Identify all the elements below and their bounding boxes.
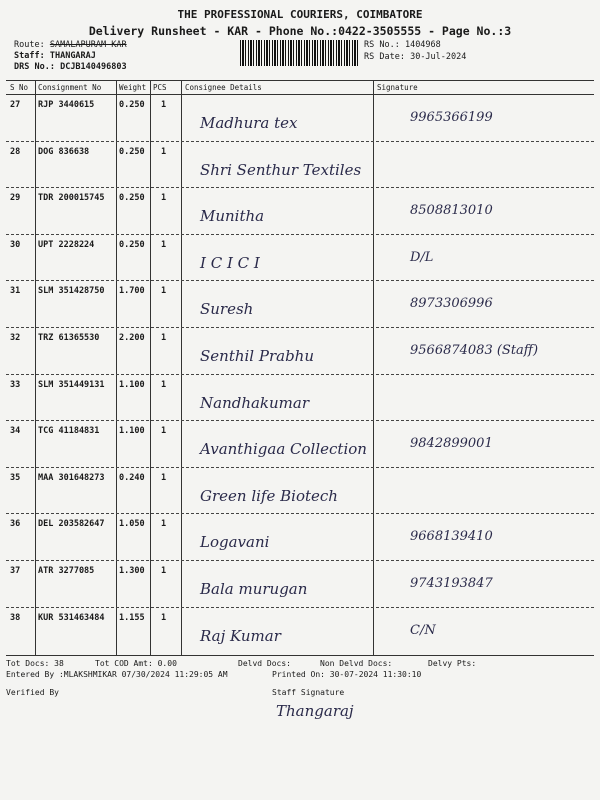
- row-consignee-handwritten: I C I C I: [200, 253, 260, 272]
- row-consignment-no: DEL 203582647: [38, 519, 105, 530]
- col-header-weight: Weight: [119, 83, 147, 92]
- row-sno: 34: [10, 426, 21, 437]
- row-consignment-no: TRZ 61365530: [38, 333, 100, 343]
- row-sno: 28: [10, 146, 21, 157]
- rs-no-value: 1404968: [404, 40, 441, 50]
- rs-no-line: RS No.: 1404968: [364, 40, 441, 50]
- row-consignee-handwritten: Avanthigaa Collection: [200, 440, 367, 459]
- total-docs: Tot Docs: 38: [6, 659, 64, 668]
- row-weight: 2.200: [119, 333, 145, 343]
- table-bottom-border: [6, 655, 594, 656]
- staff-value: THANGARAJ: [49, 51, 96, 61]
- drs-line: DRS No.: DCJB140496803: [14, 62, 127, 72]
- total-cod: Tot COD Amt: 0.00: [95, 659, 177, 668]
- col-header-signature: Signature: [377, 83, 418, 92]
- drs-value: DCJB140496803: [60, 62, 127, 72]
- row-consignment-no: DOG 836638: [38, 146, 90, 157]
- row-separator: [6, 513, 594, 514]
- rs-date-line: RS Date: 30-Jul-2024: [364, 52, 467, 62]
- delivery-points: Delvy Pts:: [428, 659, 477, 668]
- row-weight: 0.250: [119, 146, 145, 157]
- table-header-border: [6, 94, 594, 95]
- row-weight: 1.100: [119, 379, 145, 390]
- row-weight: 1.155: [119, 612, 145, 623]
- col-header-consignee: Consignee Details: [185, 83, 262, 92]
- row-sno: 31: [10, 286, 21, 297]
- row-consignee-handwritten: Shri Senthur Textiles: [200, 160, 362, 179]
- company-name: THE PROFESSIONAL COURIERS, COIMBATORE: [177, 8, 423, 21]
- row-signature-handwritten: 9743193847: [410, 576, 493, 591]
- row-weight: 0.250: [119, 100, 145, 110]
- route-line: Route: SAMALAPURAM KAR: [14, 40, 127, 50]
- row-separator: [6, 374, 594, 375]
- row-sno: 32: [10, 333, 21, 343]
- row-pcs: 1: [161, 612, 167, 623]
- row-consignment-no: TCG 41184831: [38, 426, 100, 437]
- row-pcs: 1: [161, 193, 167, 204]
- row-consignment-no: KUR 531463484: [38, 612, 105, 623]
- row-pcs: 1: [161, 333, 167, 343]
- row-sno: 27: [10, 100, 21, 110]
- row-consignee-handwritten: Logavani: [200, 533, 270, 552]
- col-header-sno: S No: [10, 83, 29, 92]
- row-separator: [6, 560, 594, 561]
- row-pcs: 1: [161, 379, 167, 390]
- col-header-pcs: PCS: [153, 83, 167, 92]
- row-consignee-handwritten: Green life Biotech: [200, 486, 338, 505]
- row-pcs: 1: [161, 100, 167, 110]
- staff-signature-label: Staff Signature: [272, 688, 345, 697]
- col-header-consignment: Consignment No: [38, 83, 102, 92]
- row-weight: 0.240: [119, 472, 145, 483]
- column-divider: [373, 80, 374, 655]
- row-weight: 0.250: [119, 239, 145, 250]
- row-sno: 37: [10, 566, 21, 576]
- row-separator: [6, 234, 594, 235]
- runsheet-title: Delivery Runsheet - KAR - Phone No.:0422-3505555 - Page No.:3: [88, 24, 512, 38]
- row-sno: 30: [10, 239, 21, 250]
- row-separator: [6, 141, 594, 142]
- row-signature-handwritten: 8973306996: [410, 296, 493, 312]
- row-sno: 33: [10, 379, 21, 390]
- entered-by: Entered By :MLAKSHMIKAR 07/30/2024 11:29:05 AM: [6, 670, 228, 679]
- row-consignment-no: UPT 2228224: [38, 239, 95, 250]
- delivered-docs: Delvd Docs:: [238, 659, 291, 668]
- row-consignment-no: SLM 351449131: [38, 379, 105, 390]
- non-delivered-docs: Non Delvd Docs:: [320, 659, 393, 668]
- row-consignee-handwritten: Raj Kumar: [200, 626, 281, 645]
- row-separator: [6, 607, 594, 608]
- row-consignee-handwritten: Bala murugan: [200, 580, 308, 598]
- row-consignment-no: SLM 351428750: [38, 286, 105, 297]
- row-weight: 1.700: [119, 286, 145, 297]
- rs-date-value: 30-Jul-2024: [410, 52, 467, 62]
- row-pcs: 1: [161, 239, 167, 250]
- table-top-border: [6, 80, 594, 81]
- staff-line: Staff: THANGARAJ: [14, 51, 96, 61]
- row-separator: [6, 327, 594, 328]
- row-sno: 36: [10, 519, 21, 530]
- row-signature-handwritten: 9842899001: [410, 436, 493, 452]
- row-separator: [6, 187, 594, 188]
- row-weight: 0.250: [119, 193, 145, 204]
- column-divider: [181, 80, 182, 655]
- row-signature-handwritten: C/N: [410, 622, 436, 638]
- row-consignment-no: RJP 3440615: [38, 100, 95, 110]
- row-consignment-no: TDR 200015745: [38, 193, 105, 204]
- row-pcs: 1: [161, 566, 167, 576]
- row-sno: 35: [10, 472, 21, 483]
- row-consignment-no: MAA 301648273: [38, 472, 105, 483]
- column-divider: [116, 80, 117, 655]
- column-divider: [150, 80, 151, 655]
- row-pcs: 1: [161, 519, 167, 530]
- row-pcs: 1: [161, 146, 167, 157]
- row-separator: [6, 420, 594, 421]
- verified-by-label: Verified By: [6, 688, 59, 697]
- row-consignment-no: ATR 3277085: [38, 566, 95, 576]
- row-signature-handwritten: 8508813010: [410, 203, 493, 219]
- row-consignee-handwritten: Senthil Prabhu: [200, 347, 314, 365]
- row-signature-handwritten: 9668139410: [410, 529, 493, 545]
- printed-on: Printed On: 30-07-2024 11:30:10: [272, 670, 422, 679]
- row-pcs: 1: [161, 426, 167, 437]
- row-weight: 1.050: [119, 519, 145, 530]
- row-pcs: 1: [161, 472, 167, 483]
- row-separator: [6, 280, 594, 281]
- barcode: [240, 40, 358, 66]
- column-divider: [35, 80, 36, 655]
- row-weight: 1.100: [119, 426, 145, 437]
- row-sno: 29: [10, 193, 21, 204]
- staff-signature-scribble: Thangaraj: [276, 702, 354, 720]
- route-value: SAMALAPURAM KAR: [49, 40, 127, 50]
- row-weight: 1.300: [119, 566, 145, 576]
- row-consignee-handwritten: Nandhakumar: [200, 393, 310, 412]
- row-signature-handwritten: 9965366199: [410, 110, 493, 125]
- row-sno: 38: [10, 612, 21, 623]
- row-signature-handwritten: 9566874083 (Staff): [410, 343, 539, 358]
- row-pcs: 1: [161, 286, 167, 297]
- row-signature-handwritten: D/L: [410, 249, 434, 265]
- row-separator: [6, 467, 594, 468]
- row-consignee-handwritten: Madhura tex: [200, 114, 298, 132]
- row-consignee-handwritten: Munitha: [200, 207, 265, 226]
- row-consignee-handwritten: Suresh: [200, 300, 254, 319]
